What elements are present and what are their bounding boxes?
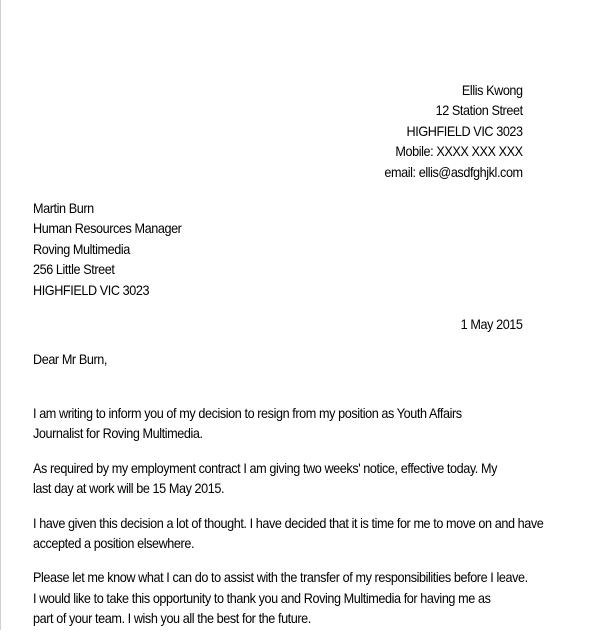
body-line: As required by my employment contract I am giving two weeks' notice, effective today. My xyxy=(33,460,497,476)
sender-street: 12 Station Street xyxy=(435,103,523,119)
body-line: I am writing to inform you of my decision to resign from my position as Youth Affairs xyxy=(33,406,462,421)
recipient-company: Roving Multimedia xyxy=(33,241,130,257)
body-line: Please let me know what I can do to assist with the transfer of my responsibilities before I leave. xyxy=(33,570,528,586)
body-paragraph-2 xyxy=(33,459,554,500)
letter-body xyxy=(33,404,554,644)
body-line: Journalist for Roving Multimedia. xyxy=(33,426,203,442)
sender-address-block xyxy=(385,81,523,183)
recipient-suburb: HIGHFIELD VIC 3023 xyxy=(33,282,150,298)
recipient-address-block xyxy=(33,199,181,301)
recipient-title: Human Resources Manager xyxy=(33,221,182,237)
sender-email: email: ellis@asdfghjkl.com xyxy=(384,164,523,180)
sender-suburb: HIGHFIELD VIC 3023 xyxy=(406,123,523,139)
recipient-street: 256 Little Street xyxy=(33,262,115,278)
recipient-name: Martin Burn xyxy=(33,201,94,216)
body-line: I have given this decision a lot of thought. I have decided that it is time for me to move on and have xyxy=(33,515,544,531)
body-paragraph-4 xyxy=(33,568,554,629)
body-paragraph-1 xyxy=(33,404,554,445)
sender-name: Ellis Kwong xyxy=(462,83,523,98)
sender-mobile: Mobile: XXXX XXX XXX xyxy=(395,144,523,160)
body-line: I would like to take this opportunity to thank you and Roving Multimedia for having me as xyxy=(33,590,491,606)
body-line: part of your team. I wish you all the best for the future. xyxy=(33,611,311,627)
letter-date: 1 May 2015 xyxy=(461,317,523,332)
salutation: Dear Mr Burn, xyxy=(33,352,107,367)
body-paragraph-3 xyxy=(33,514,554,555)
body-line: accepted a position elsewhere. xyxy=(33,536,195,552)
body-line: last day at work will be 15 May 2015. xyxy=(33,481,225,497)
